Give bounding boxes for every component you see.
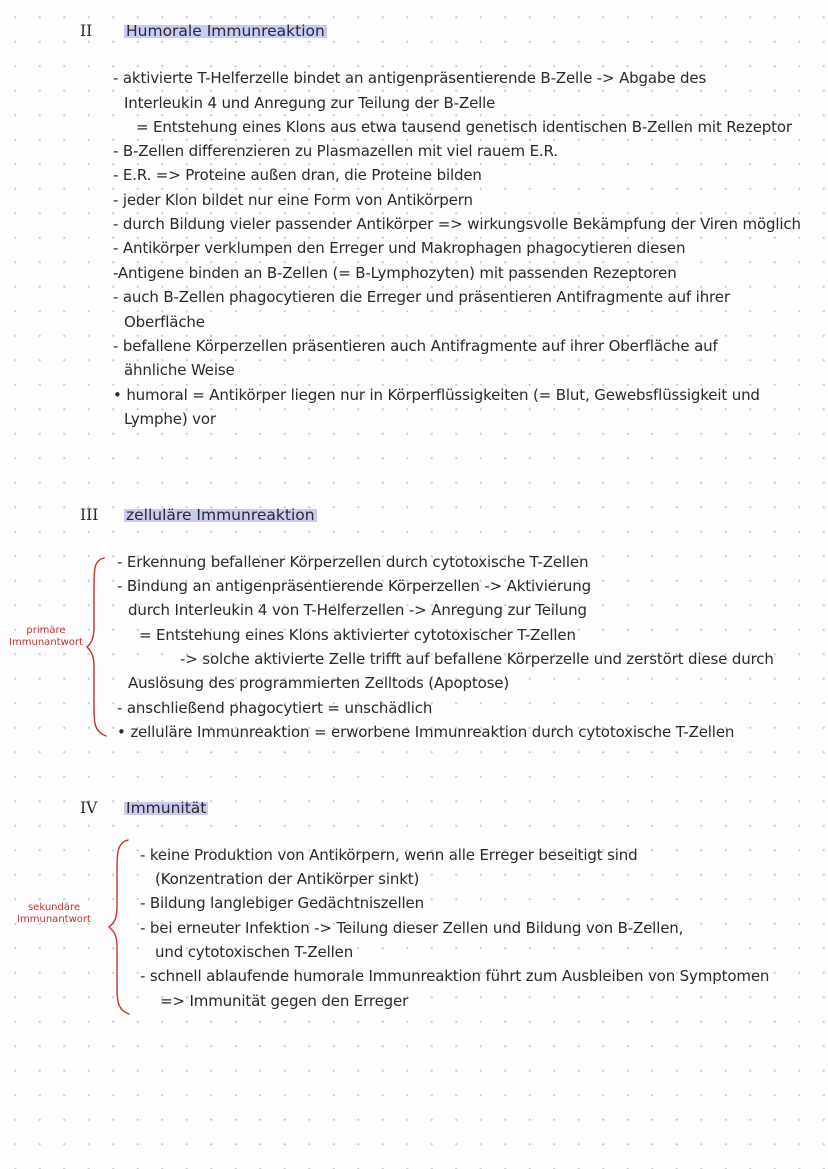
note-line: - E.R. => Proteine außen dran, die Proteine bilden	[113, 166, 482, 184]
note-line: (Konzentration der Antikörper sinkt)	[155, 870, 420, 888]
side-note-line: Immunantwort	[17, 914, 91, 925]
note-line: • zelluläre Immunreaktion = erworbene Immunreaktion durch cytotoxische T-Zellen	[117, 723, 735, 741]
note-line: Lymphe) vor	[124, 410, 216, 428]
side-note-line: primäre	[26, 625, 66, 636]
note-line: - bei erneuter Infektion -> Teilung dieser Zellen und Bildung von B-Zellen,	[140, 919, 684, 937]
section-number: II	[80, 22, 93, 40]
note-line: durch Interleukin 4 von T-Helferzellen -> Anregung zur Teilung	[128, 601, 587, 619]
note-line: ähnliche Weise	[124, 361, 235, 379]
note-line: - anschließend phagocytiert = unschädlich	[117, 699, 433, 717]
note-line: - Antikörper verklumpen den Erreger und Makrophagen phagocytieren diesen	[113, 239, 686, 257]
note-line: - aktivierte T-Helferzelle bindet an antigenpräsentierende B-Zelle -> Abgabe des	[113, 69, 707, 87]
section-title: Humorale Immunreaktion	[126, 22, 325, 40]
note-line: - jeder Klon bildet nur eine Form von Antikörpern	[113, 191, 473, 209]
note-line: Interleukin 4 und Anregung zur Teilung der B-Zelle	[124, 94, 496, 112]
section-title: zelluläre Immunreaktion	[126, 506, 315, 524]
section-heading	[80, 506, 317, 524]
section-number: III	[80, 506, 99, 524]
note-line: Oberfläche	[124, 313, 205, 331]
note-line: - befallene Körperzellen präsentieren auch Antifragmente auf ihrer Oberfläche auf	[113, 337, 718, 355]
note-line: - Bildung langlebiger Gedächtniszellen	[140, 894, 424, 912]
side-note-line: Immunantwort	[9, 637, 83, 648]
note-line: - auch B-Zellen phagocytieren die Erreger und präsentieren Antifragmente auf ihrer	[113, 288, 730, 306]
note-line: = Entstehung eines Klons aus etwa tausend genetisch identischen B-Zellen mit Rezeptor	[136, 118, 792, 136]
note-line: - Erkennung befallener Körperzellen durch cytotoxische T-Zellen	[117, 553, 589, 571]
note-line: - B-Zellen differenzieren zu Plasmazellen mit viel rauem E.R.	[113, 142, 558, 160]
note-line: • humoral = Antikörper liegen nur in Körperflüssigkeiten (= Blut, Gewebsflüssigkeit und	[113, 386, 760, 404]
section-heading	[80, 22, 327, 40]
note-line: = Entstehung eines Klons aktivierter cytotoxischer T-Zellen	[139, 626, 576, 644]
note-line: => Immunität gegen den Erreger	[160, 992, 409, 1010]
side-note-line: sekundäre	[27, 902, 81, 913]
note-line: - schnell ablaufende humorale Immunreaktion führt zum Ausbleiben von Symptomen	[140, 967, 770, 985]
note-line: - Bindung an antigenpräsentierende Körperzellen -> Aktivierung	[117, 577, 591, 595]
note-line: -> solche aktivierte Zelle trifft auf befallene Körperzelle und zerstört diese durch	[180, 650, 774, 668]
section-number: IV	[80, 799, 98, 817]
side-note	[10, 902, 98, 926]
note-line: - durch Bildung vieler passender Antikörper => wirkungsvolle Bekämpfung der Viren möglich	[113, 215, 801, 233]
note-line: - keine Produktion von Antikörpern, wenn alle Erreger beseitigt sind	[140, 846, 638, 864]
note-line: -Antigene binden an B-Zellen (= B-Lymphozyten) mit passenden Rezeptoren	[113, 264, 677, 282]
curly-brace-icon	[106, 838, 134, 1016]
section-heading	[80, 799, 208, 817]
note-line: Auslösung des programmierten Zelltods (Apoptose)	[128, 674, 510, 692]
note-line: und cytotoxischen T-Zellen	[155, 943, 354, 961]
side-note	[2, 625, 90, 649]
section-title: Immunität	[126, 799, 207, 817]
